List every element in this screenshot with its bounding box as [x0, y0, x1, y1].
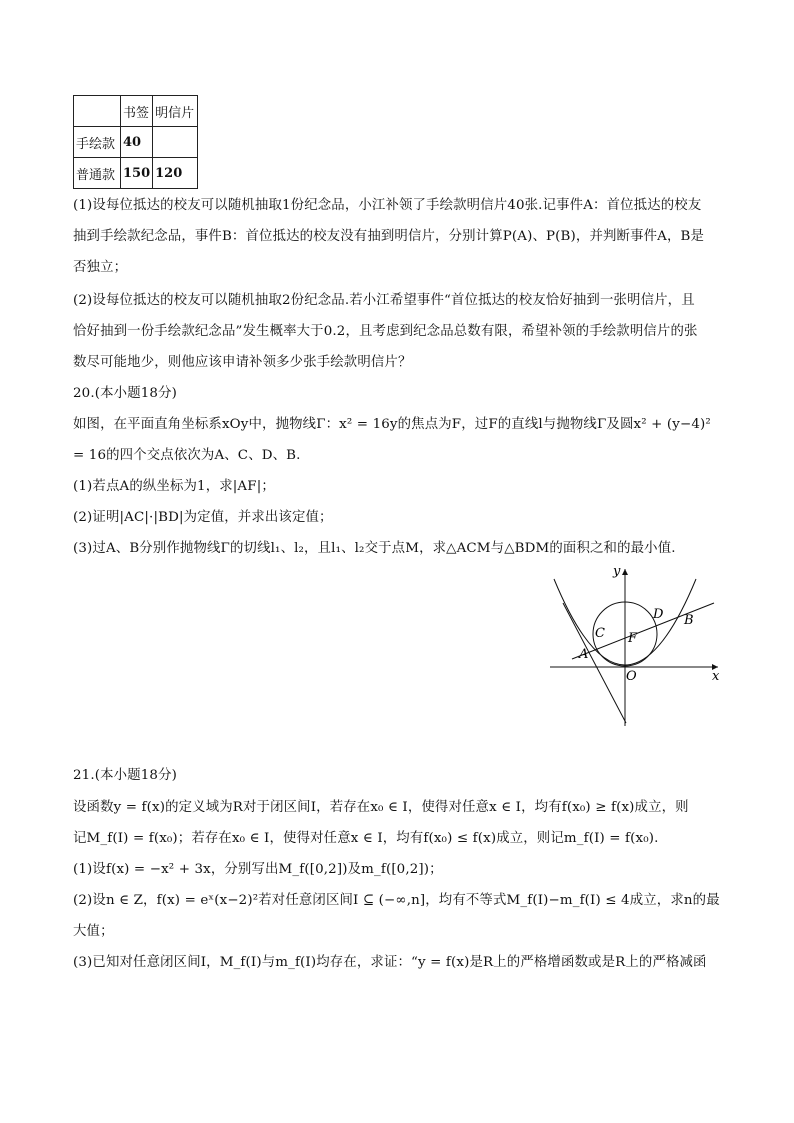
x-axis-label: x [712, 669, 720, 684]
tangent-line [563, 603, 626, 723]
table-row [74, 127, 198, 158]
question-21-part-1: (1)设f(x) = −x² + 3x，分别写出M_f([0,2])及m_f([0,2])； [73, 862, 443, 877]
table-cell: 40 [121, 127, 153, 158]
y-axis-label: y [613, 564, 621, 579]
question-20-part-1: (1)若点A的纵坐标为1，求|AF|； [73, 479, 275, 494]
question-20-stem-line: = 16的四个交点依次为A、C、D、B. [73, 448, 301, 463]
question-19-part-1-line: 否独立； [73, 260, 128, 275]
table-row-label: 普通款 [74, 158, 121, 189]
question-19-part-1-line: 抽到手绘款纪念品，事件B：首位抵达的校友没有抽到明信片，分别计算P(A)、P(B)，并判断事件A，B是 [73, 229, 705, 244]
table-cell: 120 [153, 158, 198, 189]
point-d-label: D [653, 607, 664, 622]
table-row [74, 158, 198, 189]
question-21-heading: 21.(本小题18分) [73, 768, 177, 783]
table-header-cell: 明信片 [153, 96, 198, 127]
table-cell [153, 127, 198, 158]
table-cell [74, 96, 121, 127]
question-21-stem-line: 设函数y = f(x)的定义域为R对于闭区间I，若存在x₀ ∈ I，使得对任意x ∈ I，均有f(x₀) ≥ f(x)成立，则 [73, 800, 689, 815]
question-20-part-3: (3)过A、B分别作抛物线Γ的切线l₁、l₂，且l₁、l₂交于点M，求△ACM与△BDM的面积之和的最小值. [73, 541, 676, 556]
point-b-label: B [684, 613, 694, 628]
question-20-heading: 20.(本小题18分) [73, 386, 177, 401]
table-header-cell: 书签 [121, 96, 153, 127]
question-20-part-2: (2)证明|AC|·|BD|为定值，并求出该定值； [73, 510, 333, 525]
table-row-label: 手绘款 [74, 127, 121, 158]
question-19-part-2-line: (2)设每位抵达的校友可以随机抽取2份纪念品.若小江希望事件“首位抵达的校友恰好抽到一张明信片，且 [73, 293, 695, 308]
question-21-part-3-line: (3)已知对任意闭区间I，M_f(I)与m_f(I)均存在，求证：“y = f(x)是R上的严格增函数或是R上的严格减函 [73, 955, 707, 970]
origin-label: O [626, 669, 637, 684]
table-header-row [74, 96, 198, 127]
question-20-stem-line: 如图，在平面直角坐标系xOy中，抛物线Γ：x² = 16y的焦点为F，过F的直线l与抛物线Γ及圆x² + (y−4)² [73, 417, 711, 432]
focus-label: F [628, 631, 638, 646]
point-c-label: C [595, 626, 605, 641]
souvenir-table [73, 95, 198, 189]
question-21-part-2-line: 大值； [73, 924, 114, 939]
question-21-stem-line: 记M_f(I) = f(x₀)；若存在x₀ ∈ I，使得对任意x ∈ I，均有f(x₀) ≤ f(x)成立，则记m_f(I) = f(x₀). [73, 831, 659, 846]
question-19-part-2-line: 恰好抽到一份手绘款纪念品”发生概率大于0.2，且考虑到纪念品总数有限，希望补领的手绘款明信片的张 [73, 324, 698, 339]
point-a-label: A [579, 647, 589, 662]
parabola-circle-figure [546, 561, 726, 731]
question-19-part-2-line: 数尽可能地少，则他应该申请补领多少张手绘款明信片？ [73, 355, 412, 370]
question-19-part-1-line: (1)设每位抵达的校友可以随机抽取1份纪念品，小江补领了手绘款明信片40张.记事件A：首位抵达的校友 [73, 198, 702, 213]
table-cell: 150 [121, 158, 153, 189]
question-21-part-2-line: (2)设n ∈ Z，f(x) = eˣ(x−2)²若对任意闭区间I ⊆ (−∞,n]，均有不等式M_f(I)−m_f(I) ≤ 4成立，求n的最 [73, 893, 720, 908]
